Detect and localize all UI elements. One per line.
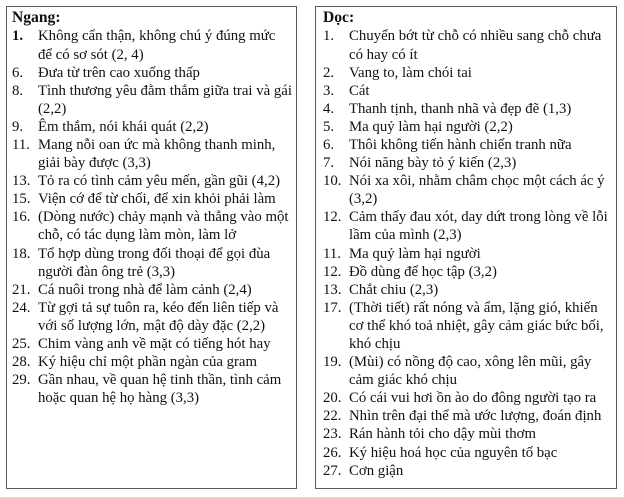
clue-text: Ký hiệu chỉ một phần ngàn của gram (38, 354, 258, 371)
clue-text: Từ gợi tả sự tuôn ra, kéo đến liên tiếp và với số lượng lớn, mật độ dày đặc (2,2) (38, 299, 279, 334)
clue-text: Cát (349, 82, 370, 99)
clue-number: 26. (323, 444, 342, 461)
clue-item (12, 82, 292, 118)
clue-number: 17. (323, 299, 342, 316)
clue-item (323, 172, 612, 208)
clue-item (12, 118, 292, 136)
clue-number: 29. (12, 372, 31, 389)
clue-number: 12. (323, 263, 342, 280)
clue-text: Nhìn trên đại thể mà ước lượng, đoán định (349, 408, 602, 425)
clue-number: 25. (12, 336, 31, 352)
clue-number: 22. (323, 408, 342, 425)
clue-item (12, 245, 292, 281)
clue-text: Ký hiệu hoá học của nguyên tố bạc (349, 444, 558, 461)
clue-number: 6. (12, 64, 24, 81)
clue-number: 6. (323, 136, 335, 153)
clue-text: Đưa từ trên cao xuống thấp (38, 64, 200, 81)
clue-text: Đồ dùng để học tập (3,2) (349, 263, 497, 280)
clue-number: 1. (12, 28, 24, 45)
clue-text: Cơn giận (349, 462, 404, 479)
clue-number: 23. (323, 426, 342, 443)
clue-item (12, 208, 292, 244)
clue-item (12, 172, 292, 190)
clue-text: Chuyển bớt từ chỗ có nhiều sang chỗ chưa có hay có ít (349, 28, 602, 63)
clue-text: Cảm thấy đau xót, day dứt trong lòng về lỗi lầm của mình (2,3) (349, 209, 608, 244)
clue-number: 2. (323, 64, 335, 81)
clue-number: 28. (12, 354, 31, 371)
clue-text: Nói năng bày tỏ ý kiến (2,3) (349, 155, 517, 172)
clue-item (323, 425, 612, 443)
clue-text: Thanh tịnh, thanh nhã và đẹp đẽ (1,3) (349, 100, 572, 117)
clue-item (323, 27, 612, 63)
clue-text: Chim vàng anh về mặt có tiếng hót hay (38, 336, 271, 352)
clue-item (323, 118, 612, 136)
clue-text: Gần nhau, về quan hệ tinh thần, tình cảm hoặc quan hệ họ hàng (3,3) (38, 372, 282, 407)
clue-number: 16. (12, 209, 31, 226)
clue-text: Tình thương yêu đằm thắm giữa trai và gái (2,2) (38, 82, 292, 117)
clue-text: Chắt chiu (2,3) (349, 281, 439, 298)
clue-item (323, 208, 612, 244)
clue-number: 7. (323, 155, 335, 172)
clue-item (12, 353, 292, 371)
clue-item (323, 263, 612, 281)
clue-item (323, 82, 612, 100)
clue-item (323, 444, 612, 462)
clue-number: 3. (323, 82, 335, 99)
clue-number: 4. (323, 100, 335, 117)
clue-text: Mang nỗi oan ức mà không thanh minh, giải bày được (3,3) (38, 136, 276, 172)
clue-item (323, 299, 612, 353)
clue-number: 21. (12, 281, 31, 298)
clue-text: Tỏ ra có tình cảm yêu mến, gần gũi (4,2) (38, 173, 281, 190)
clue-number: 5. (323, 118, 335, 135)
clue-text: Ma quỷ làm hại người (349, 245, 481, 262)
clue-text: (Dòng nước) chảy mạnh và thẳng vào một chỗ, có tác dụng làm mòn, làm lở (38, 209, 289, 244)
clue-number: 8. (12, 82, 24, 99)
across-clues-panel (6, 6, 297, 489)
clue-item (12, 64, 292, 82)
clue-text: Cá nuôi trong nhà để làm cảnh (2,4) (38, 281, 252, 298)
clue-item (323, 462, 612, 480)
clue-number: 12. (323, 209, 342, 226)
clue-item (12, 136, 292, 172)
clue-text: (Thời tiết) rất nóng và ẩm, lặng gió, khiến cơ thể khó toả nhiệt, gây cảm giác bức bối, khó chịu (349, 299, 604, 352)
clue-number: 24. (12, 299, 31, 316)
clue-item (12, 190, 292, 208)
clue-number: 20. (323, 390, 342, 407)
clue-number: 15. (12, 191, 31, 208)
clue-item (12, 281, 292, 299)
clue-text: Có cái vui hơi ồn ào do đông người tạo ra (349, 390, 597, 407)
clue-item (12, 299, 292, 335)
clue-text: Viện cớ để từ chối, để xin khỏi phải làm (38, 191, 276, 208)
clue-item (323, 353, 612, 389)
clue-text: Êm thắm, nói khái quát (2,2) (38, 118, 209, 135)
clue-number: 1. (323, 28, 335, 45)
clue-item (323, 389, 612, 407)
clue-text: Không cẩn thận, không chú ý đúng mức để có sơ sót (2, 4) (38, 28, 276, 63)
clue-text: Nói xa xôi, nhằm châm chọc một cách ác ý (3,2) (349, 173, 605, 208)
clue-item (323, 154, 612, 172)
down-clues-panel (315, 6, 617, 489)
clue-number: 11. (323, 245, 341, 262)
clue-item (323, 281, 612, 299)
clue-number: 10. (323, 173, 342, 190)
clue-text: Rán hành tỏi cho dậy mùi thơm (349, 426, 537, 443)
clue-item (323, 100, 612, 118)
clue-item (323, 407, 612, 425)
clue-number: 13. (323, 281, 342, 298)
clue-item (323, 64, 612, 82)
clue-text: Vang to, làm chói tai (349, 64, 472, 81)
clue-number: 9. (12, 118, 24, 135)
clue-item (12, 335, 292, 353)
down-clue-list (323, 27, 612, 479)
clue-number: 11. (12, 136, 30, 153)
down-title: Dọc: (323, 9, 355, 26)
clue-item (12, 371, 292, 407)
clue-text: (Mùi) có nồng độ cao, xông lên mũi, gây cảm giác khó chịu (349, 354, 592, 389)
across-title: Ngang: (12, 9, 61, 26)
clue-item (12, 27, 292, 63)
clue-number: 18. (12, 245, 31, 262)
clue-number: 13. (12, 173, 31, 190)
clue-text: Ma quỷ làm hại người (2,2) (349, 118, 513, 135)
clue-number: 19. (323, 354, 342, 371)
clue-item (323, 245, 612, 263)
clue-item (323, 136, 612, 154)
clue-text: Tổ hợp dùng trong đối thoại để gọi đùa người đàn ông trẻ (3,3) (38, 245, 271, 280)
across-clue-list (12, 27, 292, 407)
clue-number: 27. (323, 462, 342, 479)
clue-text: Thôi không tiến hành chiến tranh nữa (349, 136, 572, 153)
